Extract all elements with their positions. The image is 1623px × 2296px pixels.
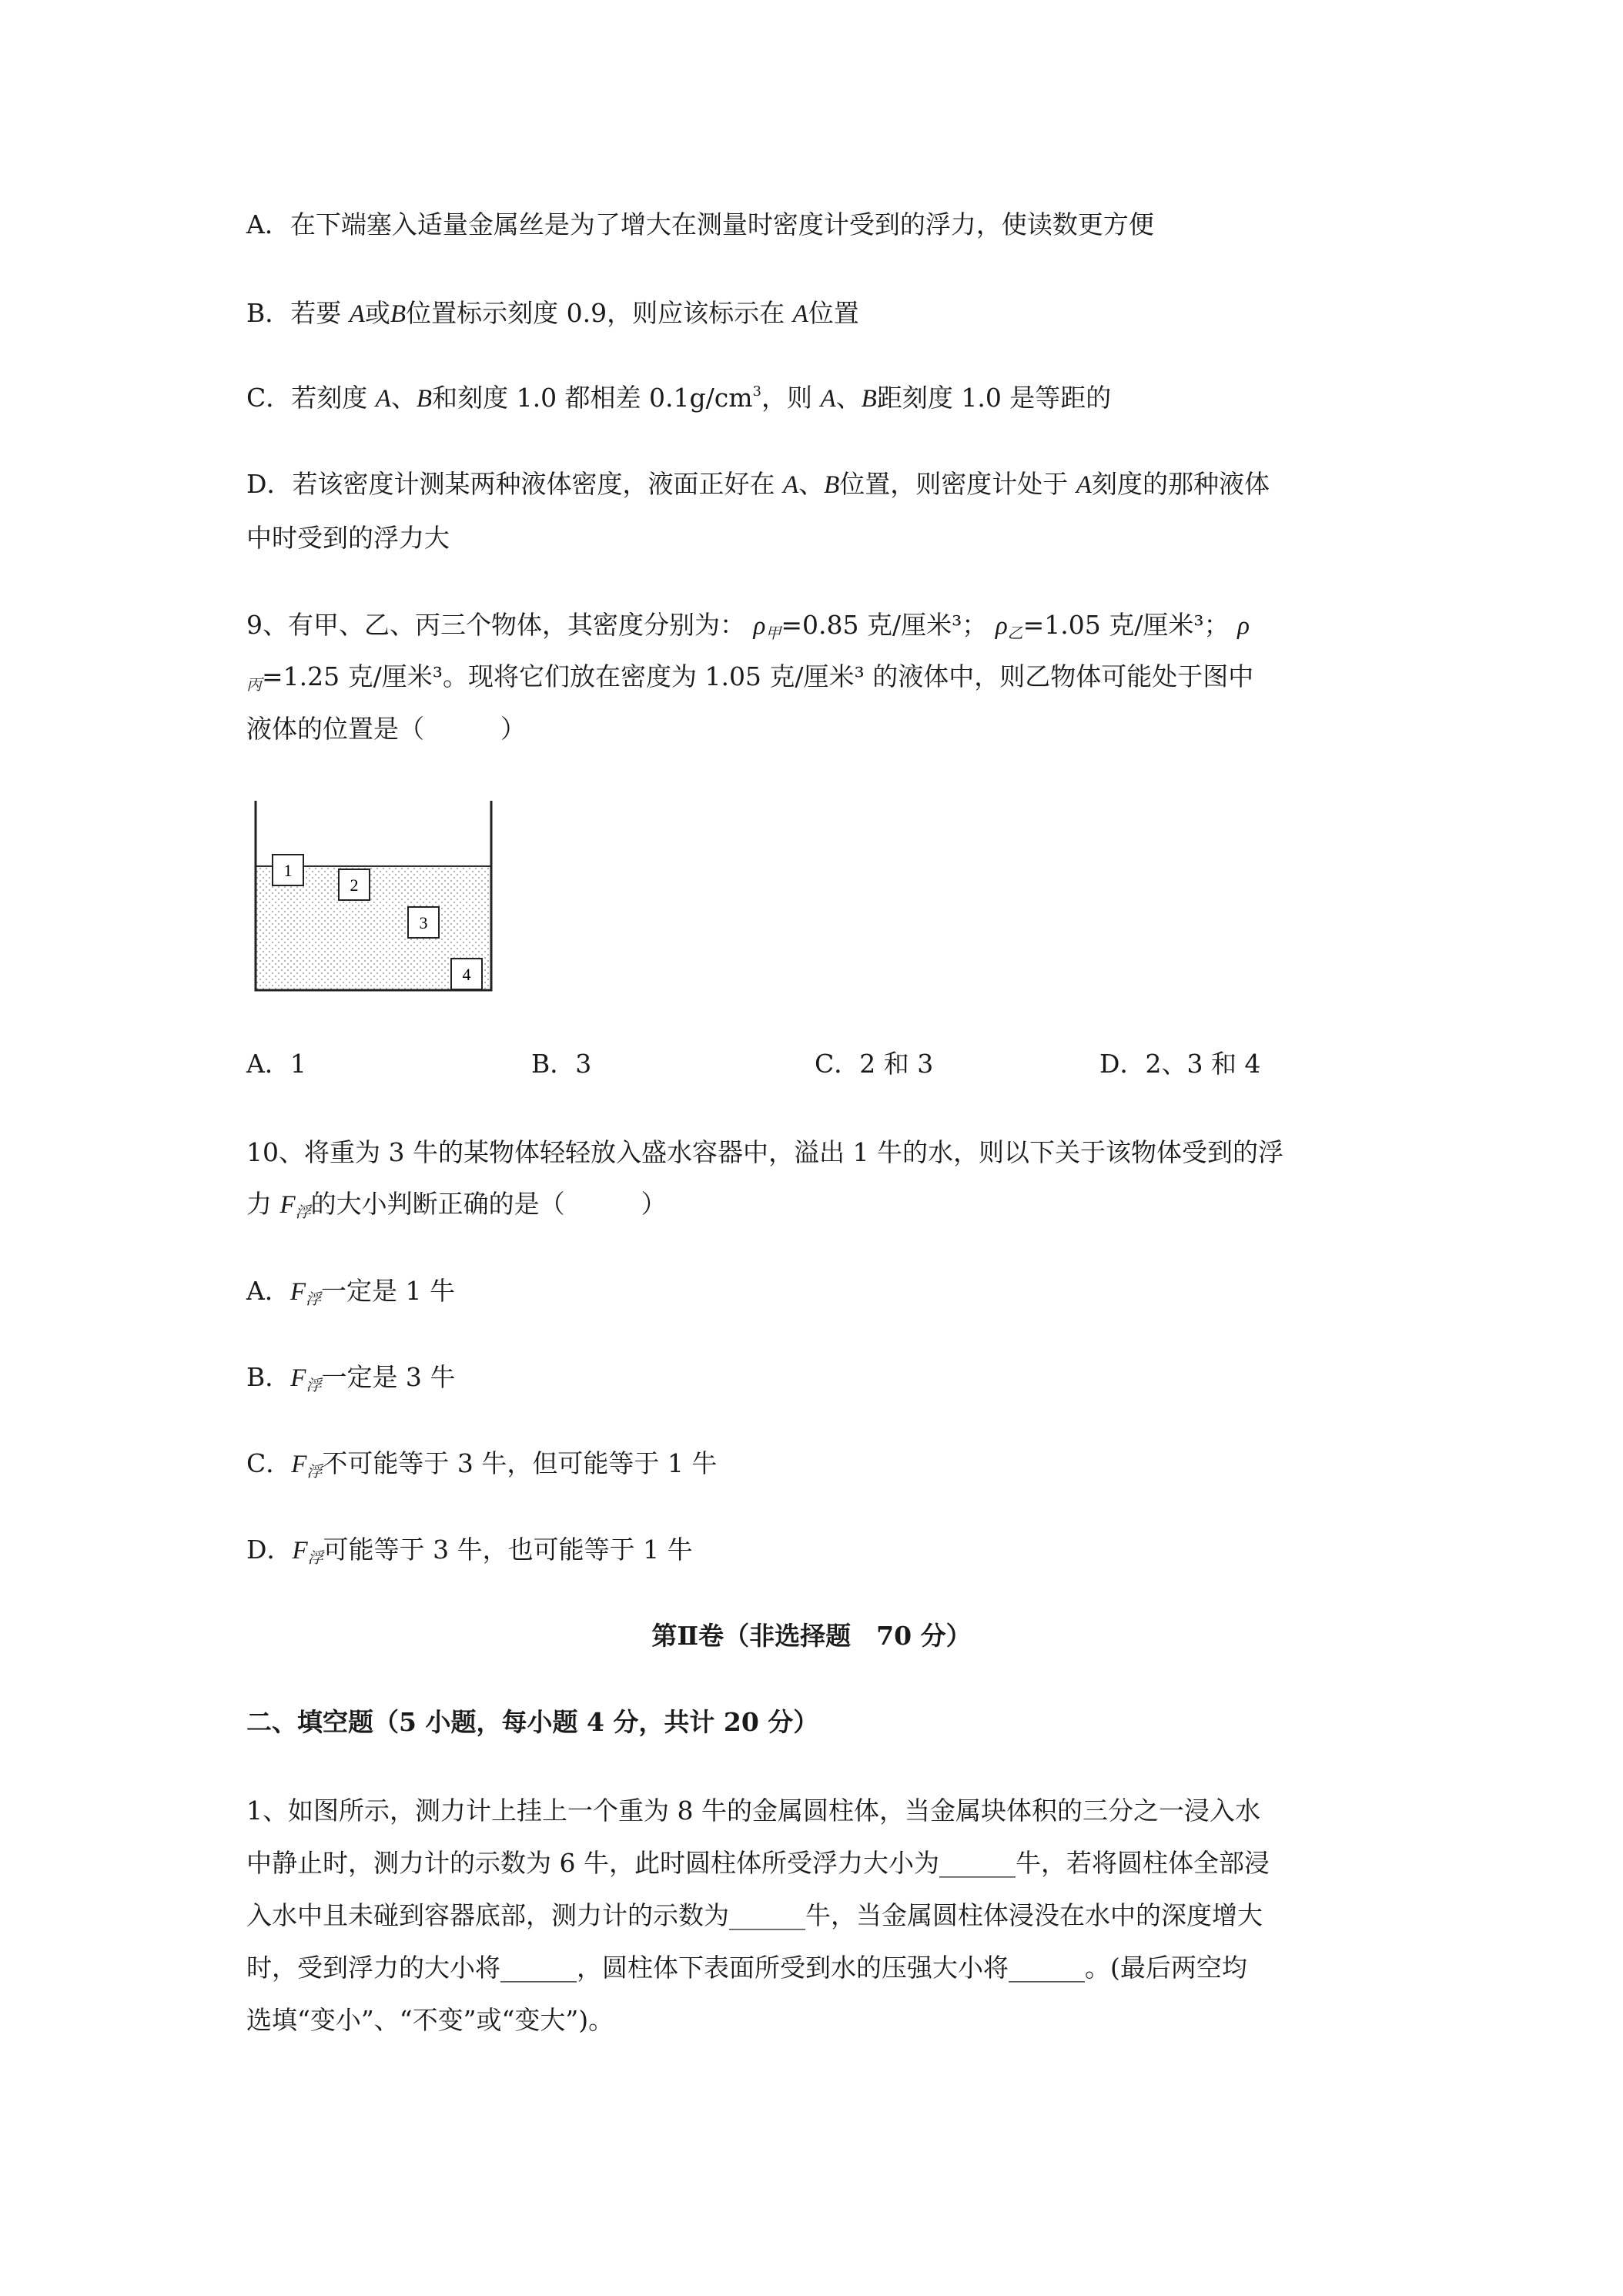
rho-subscript: 乙 [1007,624,1023,642]
q8-option-c-var-b: B [861,385,877,413]
option-text: 一定是 1 牛 [321,1276,455,1306]
option-prefix: A． [246,1276,290,1306]
block-3 [408,907,439,938]
q8-option-d-text: D．若该密度计测某两种液体密度，液面正好在 [246,469,783,499]
q8-option-c-text: 、 [835,383,862,413]
option-prefix: D． [246,1535,293,1565]
rho-symbol: ρ [1237,612,1250,640]
fill-q1-line2: 中静止时，测力计的示数为 6 牛，此时圆柱体所受浮力大小为______牛，若将圆柱体全部浸 [246,1848,1270,1878]
q8-option-b-text: 或 [364,298,390,328]
q9-stem-line1 [246,612,1250,641]
q8-option-a: A．在下端塞入适量金属丝是为了增大在测量时密度计受到的浮力，使读数更方便 [246,209,1154,239]
option-prefix: B． [246,1362,291,1392]
force-subscript: 浮 [306,1462,323,1481]
q8-option-c [246,385,1111,412]
q10-option-a [246,1278,455,1307]
q8-option-b-text: 位置 [808,298,859,328]
q8-option-b [246,300,859,327]
q9-text: 9、有甲、乙、丙三个物体，其密度分别为： [246,610,754,640]
q9-text: =0.85 克/厘米³； [781,610,996,640]
force-symbol: F [279,1191,296,1219]
q10-option-b [246,1364,455,1393]
force-symbol: F [292,1537,308,1565]
option-text: 一定是 3 牛 [321,1362,456,1392]
q8-option-c-text: ，则 [761,383,821,413]
force-subscript: 浮 [306,1290,322,1308]
section-heading: 二、填空题（5 小题，每小题 4 分，共计 20 分） [246,1707,819,1737]
q8-option-d-var-b: B [824,471,840,499]
fill-q1-line4: 时，受到浮力的大小将______，圆柱体下表面所受到水的压强大小将______。(最后两空均 [246,1953,1247,1983]
q8-option-c-text: 、 [390,383,417,413]
block-1 [273,855,303,885]
q8-option-d-var-a: A [1076,471,1092,499]
block-2 [339,869,370,900]
q10-option-c [246,1448,718,1481]
q10-text: 力 [246,1189,280,1219]
q10-stem-line2 [246,1191,667,1220]
q8-option-c-text: 距刻度 1.0 是等距的 [876,383,1112,413]
q8-option-b-text: B．若要 [246,298,350,328]
q9-stem-line3: 液体的位置是（ ） [246,714,526,744]
force-subscript: 浮 [307,1548,323,1567]
option-prefix: C． [246,1448,292,1478]
q9-text: =1.25 克/厘米³。现将它们放在密度为 1.05 克/厘米³ 的液体中，则乙物体可能处于图中 [262,661,1254,691]
fill-q1-line3: 入水中且未碰到容器底部，测力计的示数为______牛，当金属圆柱体浸没在水中的深度增大 [246,1900,1263,1930]
fill-q1-line1: 1、如图所示，测力计上挂上一个重为 8 牛的金属圆柱体，当金属块体积的三分之一浸入水 [246,1796,1260,1826]
rho-symbol: ρ [753,612,766,640]
q8-option-c-text: C．若刻度 [246,383,376,413]
option-text: 不可能等于 3 牛，但可能等于 1 牛 [322,1448,718,1478]
force-symbol: F [291,1451,307,1478]
block-4 [451,959,482,989]
q10-stem-line1: 10、将重为 3 牛的某物体轻轻放入盛水容器中，溢出 1 牛的水，则以下关于该物体受到的浮 [246,1137,1283,1167]
q10-text: 的大小判断正确的是（ ） [310,1189,667,1219]
q9-stem-line2 [246,661,1254,694]
block-label: 3 [419,913,428,932]
part2-heading: 第Ⅱ卷（非选择题 70 分） [651,1621,972,1651]
q8-option-d-var-a: A [782,471,799,499]
q10-option-d [246,1537,693,1565]
q8-option-c-var-b: B [416,385,433,413]
q8-option-b-var-b: B [390,300,407,328]
q8-option-d-line2: 中时受到的浮力大 [246,523,450,553]
q8-option-d-text: 、 [798,469,825,499]
q8-option-d-text: 刻度的那种液体 [1091,469,1270,499]
beaker-figure [246,793,500,993]
q8-option-d-text: 位置，则密度计处于 [839,469,1076,499]
force-subscript: 浮 [306,1376,322,1394]
q8-option-c-superscript: 3 [752,383,761,400]
block-label: 1 [283,861,293,880]
rho-symbol: ρ [995,612,1008,640]
q9-option-a: A．1 [246,1049,306,1079]
q8-option-c-text: 和刻度 1.0 都相差 0.1g/cm [432,383,753,413]
q8-option-b-var-a: A [792,300,808,328]
q9-option-b: B．3 [531,1049,592,1079]
q8-option-b-text: 位置标示刻度 0.9，则应该标示在 [406,298,793,328]
option-text: 可能等于 3 牛，也可能等于 1 牛 [323,1535,693,1565]
force-subscript: 浮 [295,1203,311,1221]
fill-q1-line5: 选填“变小”、“不变”或“变大”)。 [246,2005,614,2035]
q8-option-c-var-a: A [375,385,391,413]
q9-option-c: C．2 和 3 [815,1049,934,1079]
force-symbol: F [289,1278,306,1306]
q9-option-d: D．2、3 和 4 [1099,1049,1261,1079]
force-symbol: F [290,1364,306,1392]
q9-text: =1.05 克/厘米³； [1022,610,1238,640]
rho-subscript: 丙 [246,675,262,694]
block-label: 4 [462,965,471,984]
rho-subscript: 甲 [765,624,781,642]
q8-option-c-var-a: A [820,385,836,413]
q8-option-b-var-a: A [349,300,365,328]
q8-option-d-line1 [246,471,1270,498]
block-label: 2 [350,875,359,895]
